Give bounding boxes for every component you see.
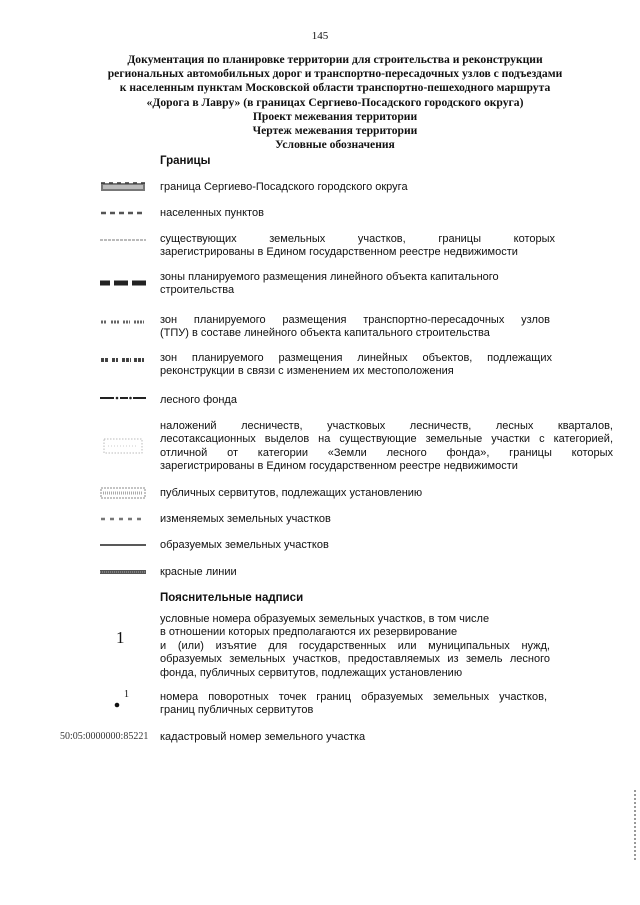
legend-item-tpu-zones [160,314,550,341]
legend-text: отличной от категории «Земли лесного фонда», границы которых [160,446,613,459]
legend-item-linear-object-zones [160,271,613,298]
forest-fund-symbol [100,393,146,403]
title-line: Документация по планировке территории для строительства и реконструкции [127,53,543,66]
red-lines-symbol [100,567,146,577]
tpu-zones-symbol [100,317,146,327]
scan-edge-mark [632,790,636,860]
note-cadastral [160,731,613,744]
legend-text: лесотаксационных выделов на существующие земельные участки с категорией, [160,433,613,446]
legend-text: строительства [160,284,235,297]
title-line: региональных автомобильных дорог и транспортно-пересадочных узлов с подъездами [107,67,563,81]
formed-plots-symbol [100,541,146,549]
title-line: Чертеж межевания территории [252,124,418,138]
legend-item-public-easements [160,487,613,500]
note-text: и (или) изъятие для государственных или муниципальных нужд, [160,639,550,652]
note-turning-points [160,691,547,718]
note-text: образуемых земельных участков, предоставляемых из земель лесного [160,653,550,666]
section-heading-notes: Пояснительные надписи [160,592,304,604]
legend-text: наложений лесничеств, участковых лесничеств, лесных кварталов, [160,420,613,432]
public-easements-symbol [100,486,146,500]
page-number: 145 [311,30,329,42]
note-text: фонда, публичных сервитутов, подлежащих установлению [160,666,463,679]
legend-item-settlements [160,207,613,220]
document-title [70,53,600,152]
note-text: номера поворотных точек границ образуемых земельных участков, [160,691,547,703]
section-heading-borders: Границы [160,155,211,167]
legend-text: населенных пунктов [160,207,264,219]
legend-text: зарегистрированы в Едином государственном реестре недвижимости [160,460,518,473]
existing-plots-symbol [100,236,146,244]
legend-text: зон планируемого размещения транспортно-пересадочных узлов [160,314,550,326]
legend-text: публичных сервитутов, подлежащих установлению [160,487,423,499]
legend-text: зоны планируемого размещения линейного объекта капитального [160,271,499,283]
turning-point-symbol: 1 [124,689,129,700]
title-line: Условные обозначения [275,138,395,152]
cadastral-number-symbol: 50:05:0000000:85221 [60,731,149,742]
legend-text: граница Сергиево-Посадского городского округа [160,181,408,193]
legend-text: красные линии [160,566,237,578]
title-line: к населенным пунктам Московской области транспортно-пешеходного маршрута [119,81,551,95]
turning-point-dot-icon [112,700,122,710]
legend-item-changed-plots [160,513,613,526]
legend-text: зарегистрированы в Едином государственном реестре недвижимости [160,246,518,259]
legend-item-existing-plots [160,233,555,260]
plot-number-symbol: 1 [116,628,125,647]
legend-text: лесного фонда [160,394,237,406]
legend-item-formed-plots [160,539,613,552]
note-text: кадастровый номер земельного участка [160,731,366,743]
legend-item-forest-fund [160,394,613,407]
note-text: в отношении которых предполагаются их резервирование [160,626,458,639]
linear-object-zones-symbol [100,278,146,288]
legend-text: (ТПУ) в составе линейного объекта капитального строительства [160,327,490,340]
legend-text: зон планируемого размещения линейных объектов, подлежащих [160,352,552,364]
legend-text: существующих земельных участков, границы которых [160,233,555,245]
legend-item-reconstruction-zones [160,352,552,379]
note-text: условные номера образуемых земельных участков, в том числе [160,613,490,625]
legend-text: изменяемых земельных участков [160,513,331,525]
settlements-symbol [100,208,146,218]
legend-item-red-lines [160,566,613,579]
legend-item-district-border [160,181,613,194]
legend-text: образуемых земельных участков [160,539,329,551]
note-text: границ публичных сервитутов [160,704,314,717]
legend-item-overlaps [160,420,613,474]
district-border-symbol [100,180,146,194]
title-line: «Дорога в Лавру» (в границах Сергиево-Посадского городского округа) [146,95,524,109]
overlaps-symbol [100,436,146,456]
legend-text: реконструкции в связи с изменением их местоположения [160,365,454,378]
note-plot-number [160,613,550,680]
title-line: Проект межевания территории [252,109,418,123]
reconstruction-zones-symbol [100,355,146,365]
changed-plots-symbol [100,514,146,524]
